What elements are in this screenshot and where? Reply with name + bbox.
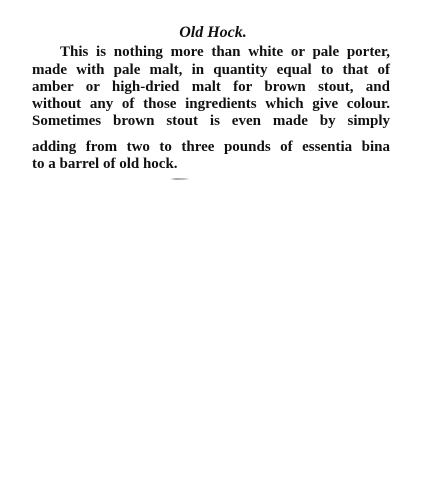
paragraph-line: made with pale malt, in quantity equal to that of (32, 62, 390, 78)
paragraph-line: adding from two to three pounds of essentia bina (32, 139, 390, 155)
paragraph-line: without any of those ingredients which give colour. (32, 96, 390, 112)
ink-smudge (170, 178, 190, 180)
paragraph-line: to a barrel of old hock. (32, 156, 178, 172)
section-title: Old Hock. (179, 24, 247, 41)
paragraph-line: Sometimes brown stout is even made by simply (32, 113, 390, 129)
paragraph-line: amber or high-dried malt for brown stout, and (32, 79, 390, 95)
paragraph-line: This is nothing more than white or pale porter, (60, 44, 390, 60)
